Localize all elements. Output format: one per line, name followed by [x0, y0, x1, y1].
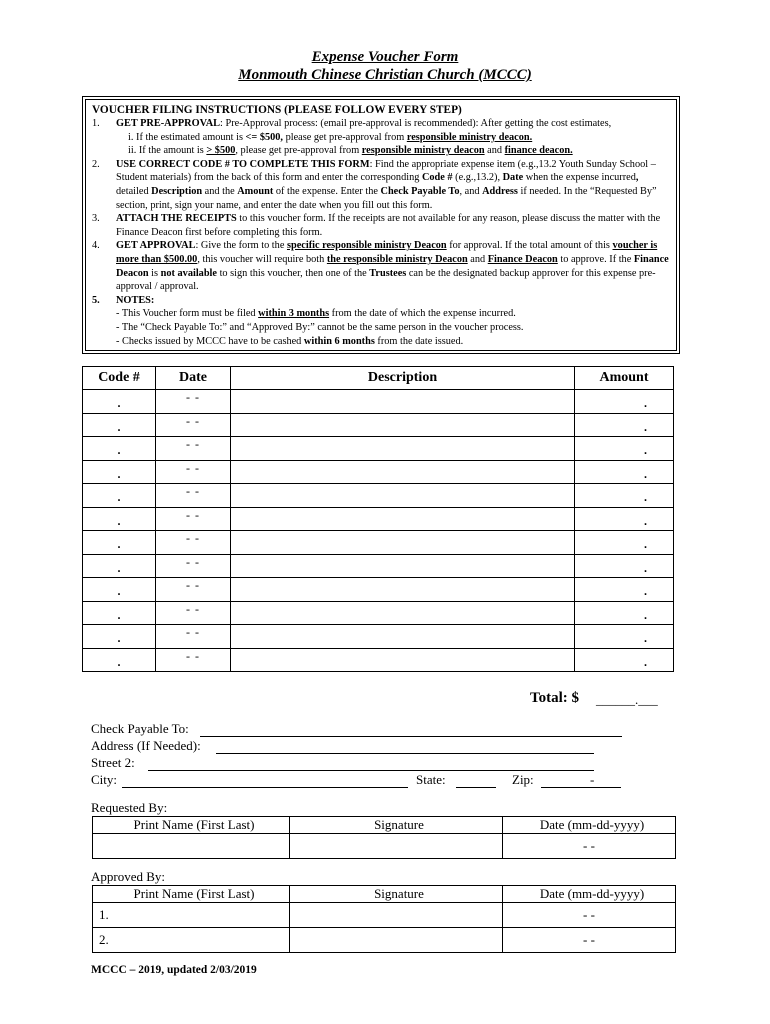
table-row — [83, 507, 674, 531]
code-cell[interactable]: . — [83, 390, 156, 414]
code-cell[interactable]: . — [83, 648, 156, 672]
appr-name-cell-2[interactable]: 2. — [93, 928, 290, 953]
code-cell[interactable]: . — [83, 531, 156, 555]
date-cell[interactable]: - - — [156, 531, 231, 555]
req-col-signature: Signature — [290, 817, 503, 834]
appr-col-signature: Signature — [290, 886, 503, 903]
street2-input-line[interactable] — [148, 770, 594, 771]
state-input-line[interactable] — [456, 787, 496, 788]
note-1: - This Voucher form must be filed within 3 months from the date of which the expense incurred. — [116, 308, 516, 320]
amount-cell[interactable]: . — [575, 625, 674, 649]
note-3: - Checks issued by MCCC have to be cashed within 6 months from the date issued. — [116, 335, 464, 347]
description-cell[interactable] — [231, 531, 575, 555]
amount-cell[interactable]: . — [575, 601, 674, 625]
date-cell[interactable]: - - — [156, 625, 231, 649]
requested-by-table — [92, 816, 676, 859]
date-cell[interactable]: - - — [156, 554, 231, 578]
amount-cell[interactable]: . — [575, 390, 674, 414]
date-cell[interactable]: - - — [156, 648, 231, 672]
zip-dash: - — [590, 772, 595, 787]
table-row — [83, 648, 674, 672]
expense-table — [82, 366, 674, 672]
amount-cell[interactable]: . — [575, 437, 674, 461]
amount-cell[interactable]: . — [575, 648, 674, 672]
code-cell[interactable]: . — [83, 601, 156, 625]
code-cell[interactable]: . — [83, 578, 156, 602]
table-row — [83, 413, 674, 437]
table-row — [83, 460, 674, 484]
requested-by-label: Requested By: — [91, 800, 168, 815]
approved-by-label: Approved By: — [91, 869, 166, 884]
table-row — [83, 437, 674, 461]
instructions-box — [82, 96, 680, 354]
description-cell[interactable] — [231, 507, 575, 531]
table-row — [83, 578, 674, 602]
date-cell[interactable]: - - — [156, 437, 231, 461]
description-cell[interactable] — [231, 601, 575, 625]
code-cell[interactable]: . — [83, 484, 156, 508]
req-name-cell[interactable] — [93, 834, 290, 859]
description-cell[interactable] — [231, 625, 575, 649]
appr-date-cell-2[interactable]: - - — [503, 928, 676, 953]
header-code: Code # — [83, 367, 156, 390]
description-cell[interactable] — [231, 437, 575, 461]
req-col-date: Date (mm-dd-yyyy) — [503, 817, 676, 834]
header-amount: Amount — [575, 367, 674, 390]
date-cell[interactable]: - - — [156, 413, 231, 437]
description-cell[interactable] — [231, 578, 575, 602]
amount-cell[interactable]: . — [575, 578, 674, 602]
table-row — [83, 390, 674, 414]
description-cell[interactable] — [231, 413, 575, 437]
amount-cell[interactable]: . — [575, 484, 674, 508]
table-row — [83, 554, 674, 578]
approved-by-table — [92, 885, 676, 953]
table-row — [83, 601, 674, 625]
appr-signature-cell-1[interactable] — [290, 903, 503, 928]
instruction-1-ii: ii. If the amount is > $500, please get pre-approval from responsible ministry deacon and finance deacon. — [128, 145, 573, 157]
city-input-line[interactable] — [122, 787, 408, 788]
instruction-1-i: i. If the estimated amount is <= $500, please get pre-approval from responsible ministry deacon. — [128, 131, 533, 143]
city-label: City: — [91, 772, 118, 787]
appr-col-name: Print Name (First Last) — [93, 886, 290, 903]
code-cell[interactable]: . — [83, 625, 156, 649]
zip-label: Zip: — [512, 772, 534, 787]
amount-cell[interactable]: . — [575, 531, 674, 555]
header-date: Date — [156, 367, 231, 390]
description-cell[interactable] — [231, 648, 575, 672]
date-cell[interactable]: - - — [156, 601, 231, 625]
church-name: Monmouth Chinese Christian Church (MCCC) — [238, 67, 532, 83]
code-cell[interactable]: . — [83, 507, 156, 531]
table-row — [83, 625, 674, 649]
appr-date-cell-1[interactable]: - - — [503, 903, 676, 928]
address-label: Address (If Needed): — [91, 738, 201, 753]
amount-cell[interactable]: . — [575, 554, 674, 578]
street2-label: Street 2: — [91, 755, 135, 770]
code-cell[interactable]: . — [83, 413, 156, 437]
address-input-line[interactable] — [216, 753, 594, 754]
code-cell[interactable]: . — [83, 554, 156, 578]
header-description: Description — [231, 367, 575, 390]
code-cell[interactable]: . — [83, 437, 156, 461]
description-cell[interactable] — [231, 484, 575, 508]
form-title: Expense Voucher Form — [311, 49, 459, 65]
footer-version: MCCC – 2019, updated 2/03/2019 — [91, 964, 257, 976]
zip-input-line[interactable] — [541, 787, 621, 788]
instruction-5: 5. NOTES: - This Voucher form must be filed within 3 months from the date of which the expense incurred. - The “Check Payable To:” and “Approved By:” cannot be the same person in the voucher process. - Checks issued by MCCC have to be cashed within 6 months from the date issued. — [92, 294, 670, 348]
req-date-cell[interactable]: - - — [503, 834, 676, 859]
req-col-name: Print Name (First Last) — [93, 817, 290, 834]
date-cell[interactable]: - - — [156, 390, 231, 414]
amount-cell[interactable]: . — [575, 413, 674, 437]
amount-cell[interactable]: . — [575, 507, 674, 531]
date-cell[interactable]: - - — [156, 484, 231, 508]
table-row — [83, 484, 674, 508]
instruction-2: 2. USE CORRECT CODE # TO COMPLETE THIS FORM: Find the appropriate expense item (e.g.,13.2 Youth Sunday School – Student materials) from the back of this form and enter the corresponding Code # (e.g.,13.2), Date when the expense incurred, detailed Description and the Amount of the expense. Enter the Check Payable To, and Address if needed. In the “Requested By” section, print, sign your name, and enter the date when you fill out this form. — [92, 158, 657, 211]
total-amount-field[interactable]: ______.___ — [596, 692, 658, 707]
total-label: Total: $ — [530, 690, 580, 706]
table-row — [83, 531, 674, 555]
note-2: - The “Check Payable To:” and “Approved By:” cannot be the same person in the voucher process. — [116, 321, 524, 333]
appr-name-cell-1[interactable]: 1. — [93, 903, 290, 928]
payable-label: Check Payable To: — [91, 721, 189, 736]
description-cell[interactable] — [231, 460, 575, 484]
instruction-4: 4. GET APPROVAL: Give the form to the specific responsible ministry Deacon for approval. If the total amount of this voucher is more than $500.00, this voucher will require both the responsible ministry Deacon and Finance Deacon to approve. If the Finance Deacon is not available to sign this voucher, then one of the Trustees can be the designated backup approver for this expense pre-approval / approval. — [92, 240, 669, 293]
instruction-3: 3. ATTACH THE RECEIPTS to this voucher form. If the receipts are not available for any reason, please discuss the matter with the Finance Deacon first before completing this form. — [92, 213, 661, 238]
amount-cell[interactable]: . — [575, 460, 674, 484]
description-cell[interactable] — [231, 390, 575, 414]
description-cell[interactable] — [231, 554, 575, 578]
instructions-heading: VOUCHER FILING INSTRUCTIONS (PLEASE FOLLOW EVERY STEP) — [92, 104, 462, 116]
date-cell[interactable]: - - — [156, 460, 231, 484]
appr-signature-cell-2[interactable] — [290, 928, 503, 953]
req-signature-cell[interactable] — [290, 834, 503, 859]
state-label: State: — [416, 772, 446, 787]
instruction-1: 1. GET PRE-APPROVAL: Pre-Approval process: (email pre-approval is recommended): After getting the cost estimates, — [92, 118, 612, 129]
appr-col-date: Date (mm-dd-yyyy) — [503, 886, 676, 903]
date-cell[interactable]: - - — [156, 578, 231, 602]
code-cell[interactable]: . — [83, 460, 156, 484]
date-cell[interactable]: - - — [156, 507, 231, 531]
payable-input-line[interactable] — [200, 736, 622, 737]
